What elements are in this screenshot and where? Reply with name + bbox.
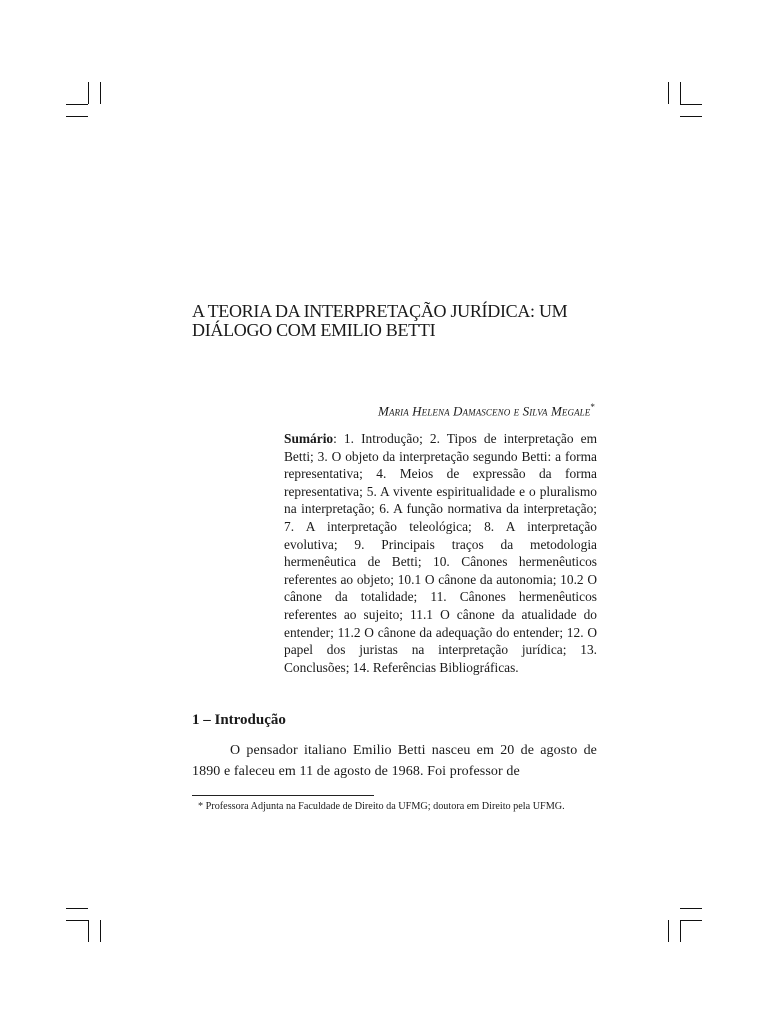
summary-label: Sumário [284, 431, 334, 446]
body-paragraph: O pensador italiano Emilio Betti nasceu em 20 de agosto de 1890 e faleceu em 11 de agosto de 1968. Foi professor de [192, 743, 597, 779]
summary-text: : 1. Introdução; 2. Tipos de interpretação em Betti; 3. O objeto da interpretação segundo Betti: a forma representativa; 4. Meios de expressão da forma representativa; 5. A vivente espiritualidade e o pluralismo na interpretação; 6. A função normativa da interpretação; 7. A interpretação teleológica; 8. A interpretação evolutiva; 9. Principais traços da metodologia hermenêutica de Betti; 10. Cânones hermenêuticos referentes ao objeto; 10.1 O cânone da autonomia; 10.2 O cânone da totalidade; 11. Cânones hermenêuticos referentes ao sujeito; 11.1 O cânone da atualidade do entender; 11.2 O cânone da adequação do entender; 12. O papel dos juristas na interpretação jurídica; 13. Conclusões; 14. Referências Bibliográficas. [284, 431, 597, 675]
summary-block [284, 430, 597, 676]
footnote-divider [192, 795, 374, 796]
title-line-2: DIÁLOGO COM EMILIO BETTI [192, 320, 436, 340]
footnote: * Professora Adjunta na Faculdade de Direito da UFMG; doutora em Direito pela UFMG. [198, 801, 565, 812]
article-title [192, 302, 612, 340]
author-footnote-mark: * [590, 402, 595, 412]
section-heading: 1 – Introdução [192, 712, 286, 728]
author-name: Maria Helena Damasceno e Silva Megale [378, 403, 591, 419]
title-line-1: A TEORIA DA INTERPRETAÇÃO JURÍDICA: UM [192, 301, 568, 321]
author-byline [378, 402, 595, 419]
